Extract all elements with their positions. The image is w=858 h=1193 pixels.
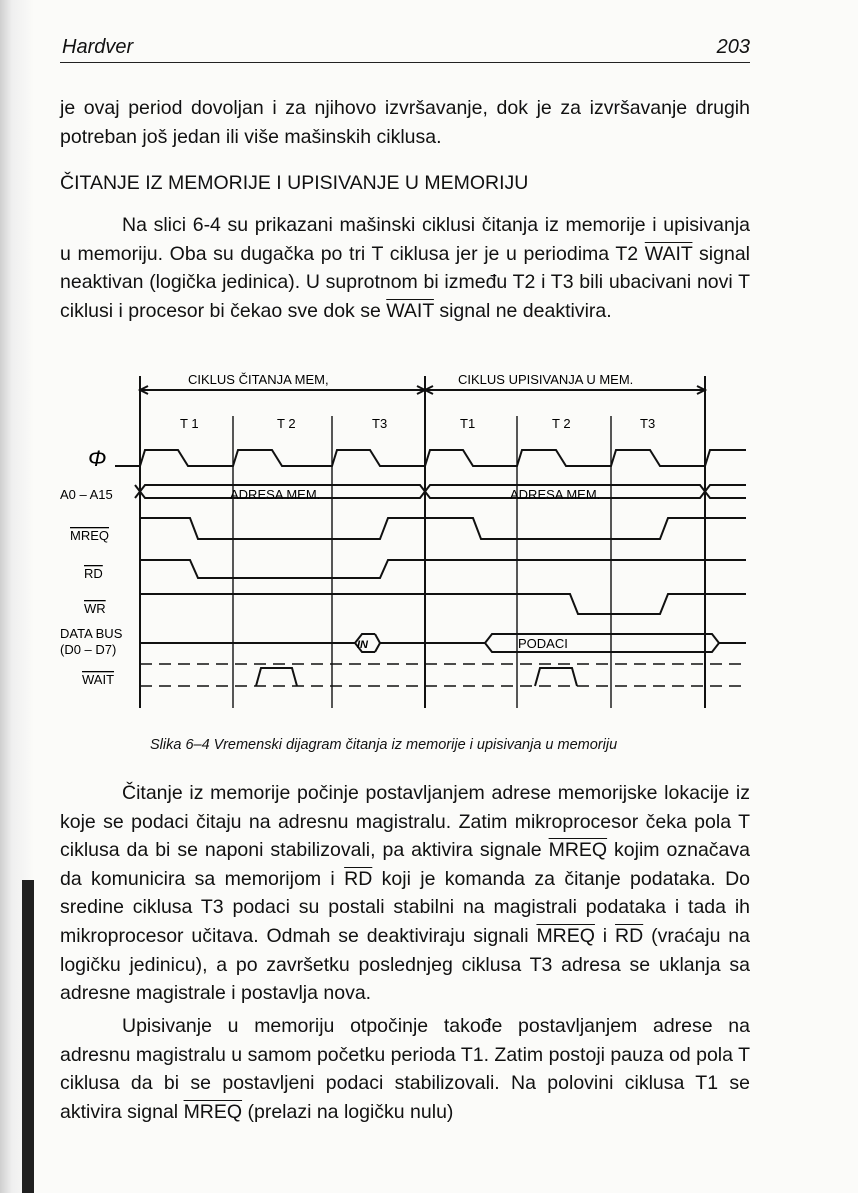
section-heading: ČITANJE IZ MEMORIJE I UPISIVANJE U MEMORIJU: [60, 172, 529, 194]
address-window-label: ADRESA MEM.: [230, 487, 321, 502]
para2-part-c: koji je komanda za čitanje podataka. Do sredine ciklusa T3 podaci su postali stabilni na magistrali podataka i tada ih mikroprocesor učitava. Odmah se deaktiviraju signali: [60, 867, 751, 947]
para2-part-b: kojim označava da komunicira sa memorijom i: [60, 839, 750, 890]
page-header: [60, 36, 750, 63]
signal-label-wr: WR: [84, 601, 106, 616]
paragraph-1: [60, 211, 750, 325]
para3-mreq: MREQ: [183, 1100, 243, 1123]
intro-text: je ovaj period dovoljan i za njihovo izvršavanje, dok je za izvršavanje drugih potreban još jedan ili više mašinskih ciklusa.: [60, 97, 750, 148]
paragraph-1-text: [60, 211, 750, 325]
para2-part-d: i: [594, 924, 616, 947]
wr-waveform: [140, 594, 746, 614]
para1-part-a: Na slici 6-4 su prikazani mašinski ciklusi čitanja iz memorije i upisivanja u memoriju. Oba su dugačka po tri T ciklusa jer je u periodima T2: [60, 214, 750, 265]
rd-waveform: [140, 560, 746, 578]
para2-mreq: MREQ: [548, 839, 608, 862]
address-window-label-write: ADRESA MEM.: [510, 487, 601, 502]
write-cycle-label: CIKLUS UPISIVANJA U MEM.: [458, 372, 634, 387]
signal-label-data-bus-range: (D0 – D7): [60, 642, 117, 657]
t-label-read-1: T 1: [180, 416, 199, 431]
t-label-read-2: T 2: [277, 416, 296, 431]
para2-rd: $\overline{RD}$: [344, 867, 373, 890]
book-binding-edge: [22, 880, 34, 1193]
page-number: 203: [716, 36, 750, 58]
signal-label-wait: WAIT: [82, 672, 115, 687]
para3-part-a: Upisivanje u memoriju otpočinje takođe postavljanjem adrese na adresnu magistralu u samom početku perioda T1. Zatim postoji pauza od pola T ciklusa da bi se postavljeni podaci stabilizovali. Na polovini ciklusa T1 se aktivira signal: [60, 1015, 750, 1123]
figure-caption: Slika 6–4 Vremenski dijagram čitanja iz memorije i upisivanja u memoriju: [150, 737, 618, 753]
para3-part-b: (prelazi na logičku nulu): [242, 1100, 454, 1123]
mreq-waveform: [140, 518, 746, 539]
paragraph-3-text: [60, 1012, 750, 1126]
t-label-write-1: T1: [460, 416, 476, 431]
signal-label-mreq: MREQ: [70, 528, 109, 543]
address-bus-waveform: [135, 485, 746, 498]
para2-rd-2: $\overline{RD}$: [615, 924, 644, 947]
timing-diagram: [60, 368, 760, 713]
signal-label-address: A0 – A15: [60, 487, 113, 502]
para2-mreq-2: MREQ: [536, 924, 595, 947]
signal-label-clock: Φ: [88, 446, 107, 471]
para2-part-a: Čitanje iz memorije počinje postavljanjem adrese memorijske lokacije iz koje se podaci čitaju na adresnu magistralu. Zatim mikroprocesor čeka pola T ciklusa da bi se naponi stabilizovali, pa aktivira signale: [60, 782, 750, 862]
t-label-write-3: T3: [640, 416, 656, 431]
t-label-write-2: T 2: [552, 416, 571, 431]
wait-sample-write: [535, 668, 577, 686]
para1-part-c: signal ne deaktivira.: [433, 299, 612, 322]
t-label-read-3: T3: [372, 416, 388, 431]
read-cycle-label: CIKLUS ČITANJA MEM,: [188, 372, 329, 387]
intro-paragraph: [60, 94, 750, 151]
data-in-label: IN: [357, 639, 368, 651]
chapter-title: Hardver: [62, 36, 134, 58]
paragraph-2-text: [60, 779, 750, 1008]
paragraph-2: [60, 779, 750, 1008]
paragraph-3: [60, 1012, 750, 1126]
para1-wait-signal-2: WAIT: [386, 299, 434, 322]
para1-wait-signal: WAIT: [644, 242, 693, 265]
para1-part-b: signal neaktivan (logička jedinica). U suprotnom bi između T2 i T3 bili ubacivani novi T ciklusi i procesor bi čekao sve dok se: [60, 242, 751, 322]
para2-part-e: (vraćaju na logičku jedinicu), a po završetku poslednjeg ciklusa T3 adresa se uklanja sa adresne magistrale i postavlja nova.: [60, 924, 750, 1005]
signal-label-data-bus: DATA BUS: [60, 626, 123, 641]
signal-label-rd: RD: [84, 566, 103, 581]
data-window-label: PODACI: [518, 636, 568, 651]
wait-sample-read: [256, 668, 297, 686]
clock-waveform: [115, 450, 746, 466]
